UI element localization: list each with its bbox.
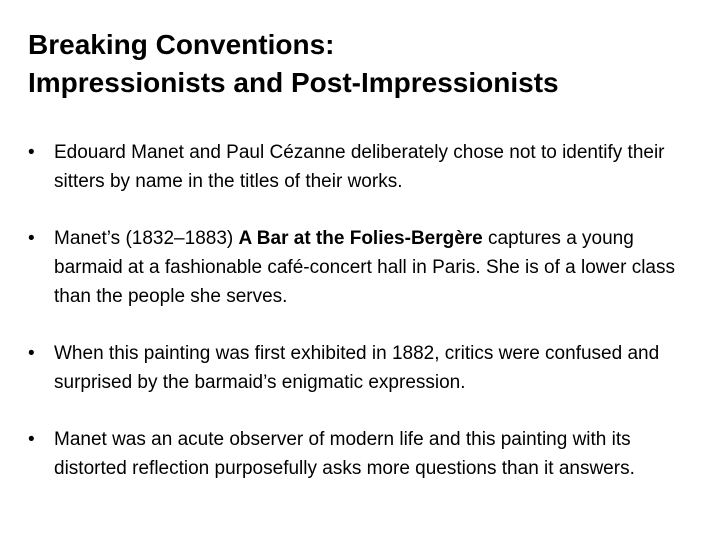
bullet-text-before: Manet’s (1832–1883) bbox=[54, 228, 239, 249]
bullet-item-2 bbox=[28, 224, 698, 311]
bullet-text-after: captures a young barmaid at a fashionable café-concert hall in Paris. She is of a lower class than the people she serves. bbox=[54, 228, 675, 307]
bullet-text: Manet was an acute observer of modern life and this painting with its distorted reflection purposefully asks more questions than it answers. bbox=[54, 429, 635, 479]
bullet-list bbox=[28, 138, 698, 483]
bullet-text: When this painting was first exhibited in 1882, critics were confused and surprised by the barmaid’s enigmatic expression. bbox=[54, 343, 660, 393]
painting-title: A Bar at the Folies-Bergère bbox=[238, 228, 483, 249]
slide-title bbox=[28, 26, 698, 102]
slide-title-line-2: Impressionists and Post-Impressionists bbox=[28, 67, 559, 98]
bullet-dot-icon: • bbox=[28, 343, 35, 364]
bullet-text: Edouard Manet and Paul Cézanne deliberately chose not to identify their sitters by name in the titles of their works. bbox=[54, 142, 665, 192]
bullet-dot-icon: • bbox=[28, 429, 35, 450]
bullet-item-3 bbox=[28, 339, 698, 397]
bullet-item-1 bbox=[28, 138, 698, 196]
bullet-dot-icon: • bbox=[28, 228, 35, 249]
bullet-dot-icon: • bbox=[28, 142, 35, 163]
bullet-item-4 bbox=[28, 425, 698, 483]
slide-title-line-1: Breaking Conventions: bbox=[28, 29, 335, 60]
